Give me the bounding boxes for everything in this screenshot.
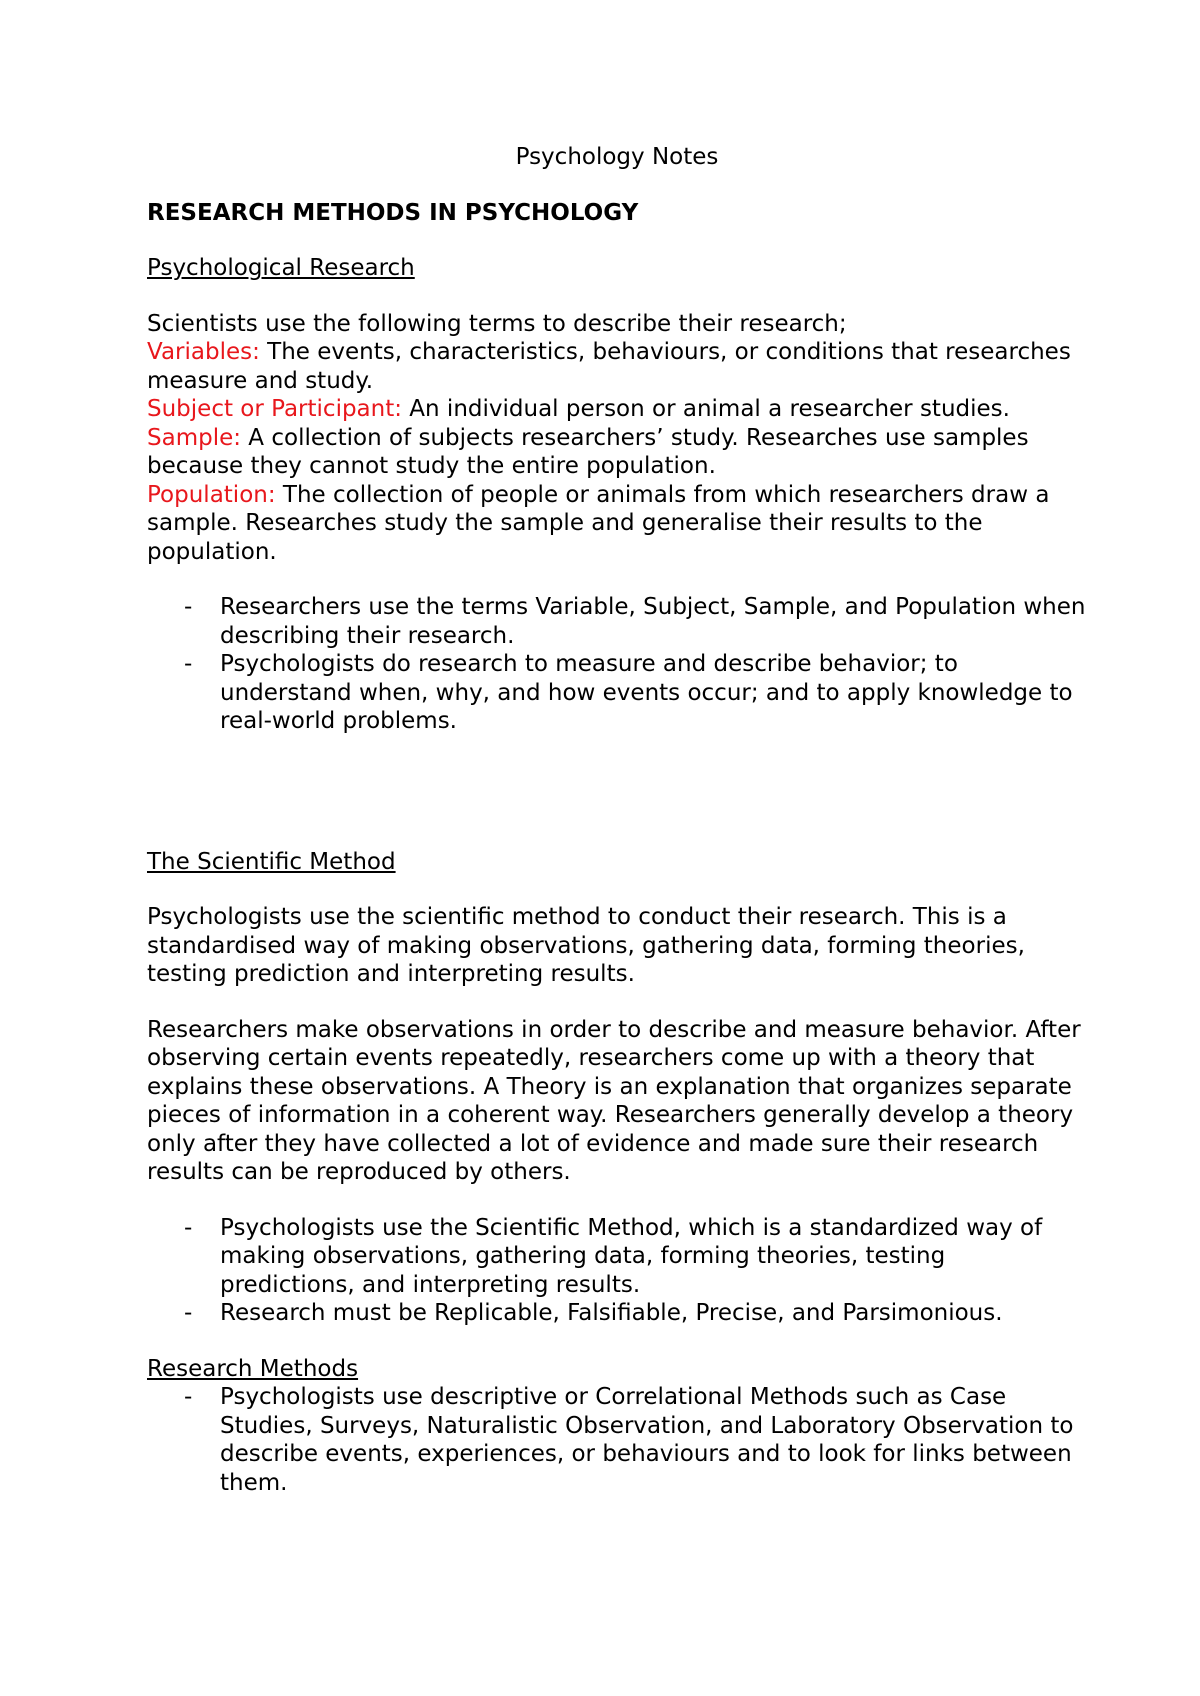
list-item (147, 1214, 1087, 1300)
definition-subject (147, 395, 1087, 424)
definition-term: Population: (147, 481, 276, 508)
bullet-list-research-methods (147, 1383, 1087, 1497)
main-heading: RESEARCH METHODS IN PSYCHOLOGY (147, 199, 639, 226)
scientific-method-paragraph-1: Psychologists use the scientific method to conduct their research. This is a standardised way of making observations, gathering data, forming theories, testing prediction and interpreting results. (147, 904, 1025, 987)
definition-text: A collection of subjects researchers’ study. Researches use samples because they cannot study the entire population. (147, 424, 1029, 479)
bullet-marker: - (184, 651, 193, 677)
list-item-text: Researchers use the terms Variable, Subject, Sample, and Population when describing their research. (220, 594, 1086, 649)
section-heading-scientific-method: The Scientific Method (147, 848, 396, 875)
definition-sample (147, 424, 1087, 481)
list-item (147, 593, 1087, 650)
document-title: Psychology Notes (515, 144, 719, 170)
list-item-text: Psychologists use descriptive or Correlational Methods such as Case Studies, Surveys, Naturalistic Observation, and Laboratory Observation to describe events, experiences, or behaviours and to look for links between them. (220, 1384, 1074, 1496)
list-item (147, 650, 1087, 736)
spacer (147, 736, 1087, 821)
definition-variables (147, 338, 1087, 395)
list-item-text: Psychologists do research to measure and describe behavior; to understand when, why, and how events occur; and to apply knowledge to real-world problems. (220, 651, 1073, 734)
bullet-marker: - (184, 1384, 193, 1410)
definition-population (147, 481, 1087, 567)
section-heading-psychological-research: Psychological Research (147, 255, 415, 281)
intro-paragraph: Scientists use the following terms to describe their research; (147, 310, 847, 337)
definition-text: The collection of people or animals from which researchers draw a sample. Researches study the sample and generalise their results to the population. (147, 481, 1050, 565)
list-item (147, 1299, 1087, 1328)
bullet-marker: - (184, 594, 193, 620)
bullet-list-scientific-method (147, 1214, 1087, 1328)
definition-term: Subject or Participant: (147, 396, 402, 422)
definition-term: Sample: (147, 424, 241, 451)
definition-text: An individual person or animal a researcher studies. (402, 396, 1010, 422)
definition-text: The events, characteristics, behaviours, or conditions that researches measure and study. (147, 339, 1071, 394)
document-page (147, 143, 1087, 1497)
bullet-marker: - (184, 1214, 193, 1241)
bullet-list-research-terms (147, 593, 1087, 736)
list-item (147, 1383, 1087, 1497)
section-heading-research-methods: Research Methods (147, 1355, 359, 1382)
scientific-method-paragraph-2: Researchers make observations in order to describe and measure behavior. After observing certain events repeatedly, researchers come up with a theory that explains these observations. A Theory is an explanation that organizes separate pieces of information in a coherent way. Researchers generally develop a theory only after they have collected a lot of evidence and made sure their research results can be reproduced by others. (147, 1016, 1081, 1185)
list-item-text: Research must be Replicable, Falsifiable, Precise, and Parsimonious. (220, 1300, 1003, 1326)
definition-term: Variables: (147, 339, 260, 365)
bullet-marker: - (184, 1300, 193, 1326)
list-item-text: Psychologists use the Scientific Method, which is a standardized way of making observations, gathering data, forming theories, testing predictions, and interpreting results. (220, 1214, 1043, 1298)
